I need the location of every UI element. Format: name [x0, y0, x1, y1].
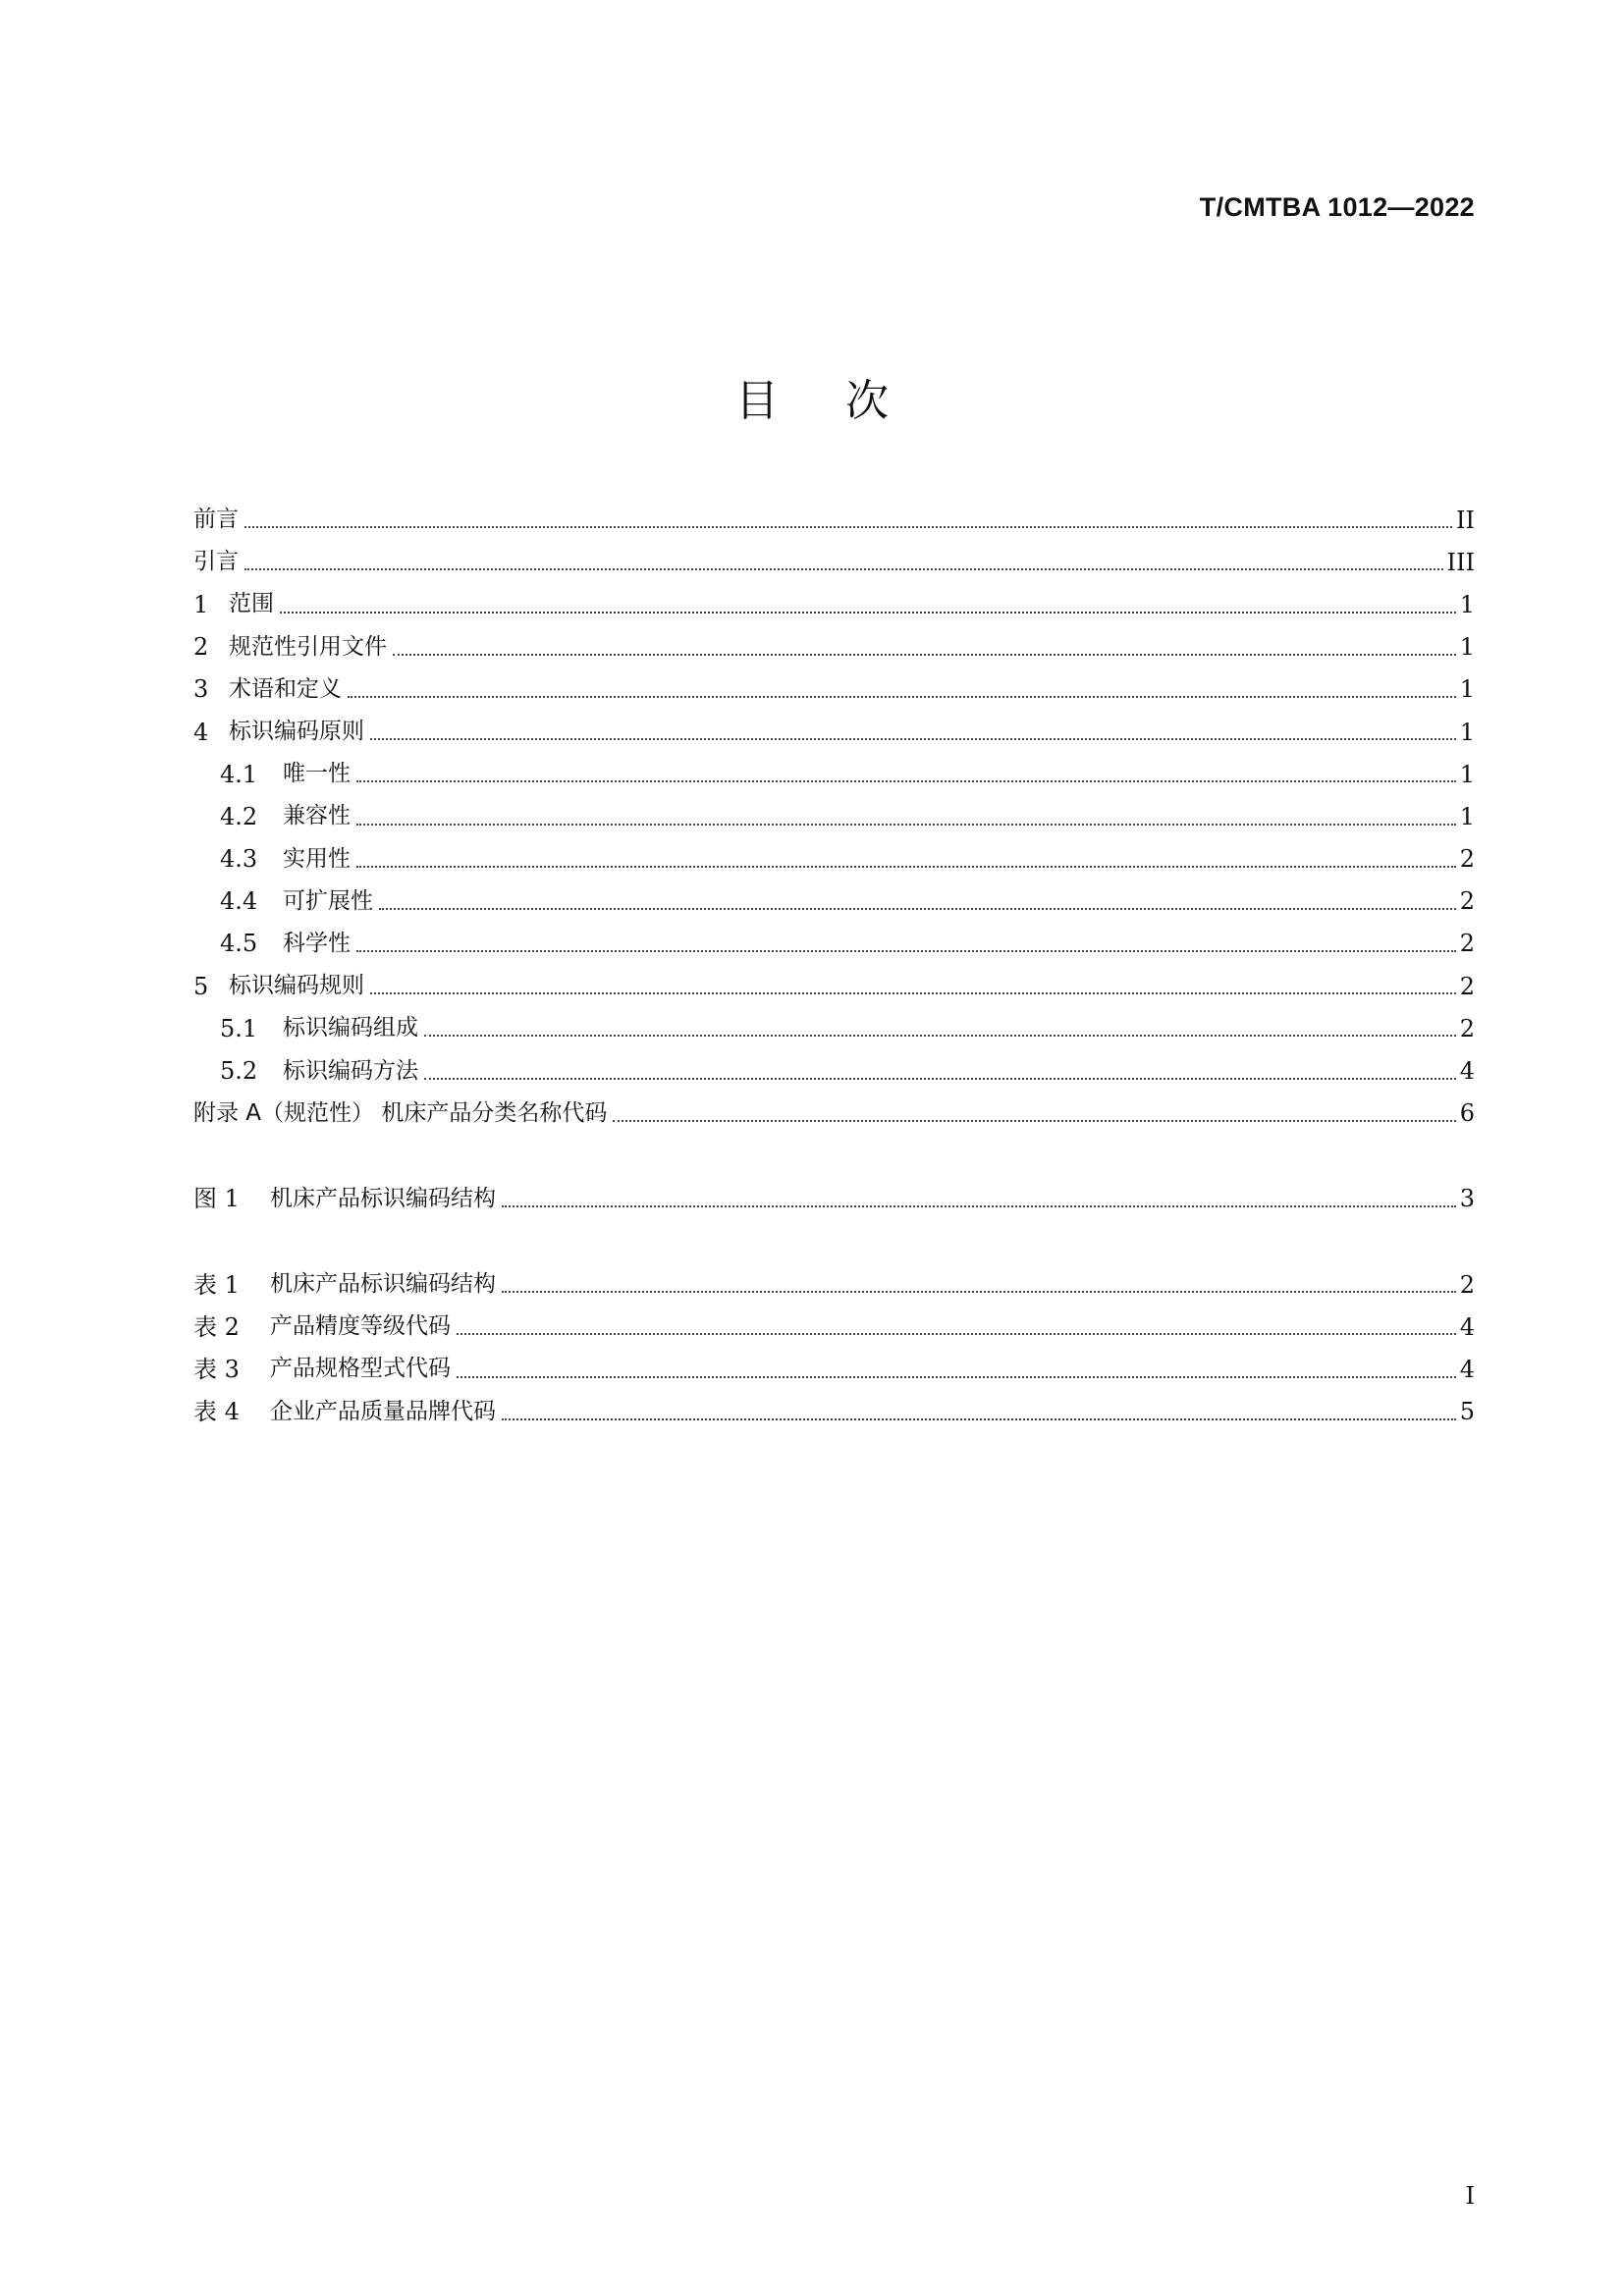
toc-entry-page: 2	[1459, 930, 1475, 958]
toc-entry-page: 1	[1459, 802, 1475, 830]
toc-entry[interactable]	[193, 1263, 1475, 1306]
toc-entry-label	[193, 590, 274, 618]
toc-dot-leader	[356, 950, 1456, 952]
toc-dot-leader	[379, 908, 1456, 910]
toc-dot-leader	[370, 738, 1456, 740]
toc-dot-leader	[502, 1205, 1456, 1207]
toc-entry-number: 表 4	[193, 1398, 240, 1426]
toc-entry-label	[220, 887, 373, 916]
toc-dot-leader	[613, 1120, 1455, 1122]
toc-entry-number: 图 1	[193, 1185, 240, 1213]
toc-entry-title: 企业产品质量品牌代码	[270, 1398, 496, 1424]
toc-entry-label	[193, 508, 239, 531]
toc-entry-page: 1	[1459, 760, 1475, 788]
toc-entry-number: 4.4	[220, 887, 258, 916]
toc-dot-leader	[424, 1035, 1456, 1037]
toc-entry-title: 唯一性	[283, 761, 351, 787]
toc-entry-page: III	[1446, 548, 1475, 576]
toc-entry-title: 标识编码规则	[229, 973, 364, 999]
toc-entry-page: 1	[1459, 590, 1475, 618]
page-number: I	[1465, 2182, 1475, 2210]
toc-dot-leader	[348, 696, 1456, 698]
toc-entry-page: 2	[1459, 972, 1475, 1000]
toc-dot-leader	[502, 1291, 1456, 1293]
toc-entry[interactable]	[193, 626, 1475, 668]
toc-entry[interactable]	[193, 1007, 1475, 1049]
toc-entry-page: 4	[1459, 1355, 1475, 1383]
toc-entry-number: 5	[193, 972, 209, 1000]
toc-entry[interactable]	[193, 541, 1475, 583]
standard-code: T/CMTBA 1012—2022	[1199, 192, 1475, 222]
toc-entry-label	[220, 1014, 418, 1042]
toc-dot-leader	[244, 526, 1452, 528]
toc-entry-page: 2	[1459, 887, 1475, 916]
toc-entry[interactable]	[193, 668, 1475, 711]
toc-entry-number: 2	[193, 633, 209, 662]
toc-entry-label	[193, 718, 364, 746]
toc-dot-leader	[457, 1333, 1456, 1335]
toc-entry[interactable]	[193, 753, 1475, 795]
toc-entry-number: 表 1	[193, 1270, 240, 1299]
toc-entry-number: 5.2	[220, 1057, 258, 1086]
toc-entry[interactable]	[193, 838, 1475, 881]
toc-dot-leader	[370, 992, 1456, 994]
toc-dot-leader	[356, 780, 1456, 782]
toc-entry-title: 机床产品标识编码结构	[270, 1271, 496, 1298]
toc-entry[interactable]	[193, 711, 1475, 753]
toc-entry-page: 1	[1459, 633, 1475, 662]
toc-entry-title: 实用性	[283, 845, 351, 872]
toc-dot-leader	[424, 1078, 1456, 1080]
toc-dot-leader	[244, 568, 1443, 570]
toc-entry-title: 范围	[229, 591, 274, 617]
toc-entry-label	[193, 1312, 451, 1341]
toc-entry-page: 1	[1459, 718, 1475, 746]
toc-entry-title: 标识编码组成	[283, 1015, 418, 1041]
toc-entry-page: 2	[1459, 1014, 1475, 1042]
toc-dot-leader	[457, 1376, 1456, 1378]
toc-entry-page: 2	[1459, 1270, 1475, 1299]
toc-entry-page: II	[1456, 506, 1475, 534]
toc-entry-number: 4	[193, 718, 209, 746]
toc-entry-title: 兼容性	[283, 803, 351, 829]
toc-entry-title: 可扩展性	[283, 887, 373, 914]
toc-entry[interactable]	[193, 499, 1475, 541]
toc-entry-title: 产品精度等级代码	[270, 1313, 451, 1340]
toc-dot-leader	[356, 824, 1456, 826]
toc-entry-title: 引言	[193, 549, 239, 575]
toc-entry-number: 4.2	[220, 802, 258, 830]
toc-entry-number: 4.1	[220, 760, 258, 788]
toc-entry-number: 4.3	[220, 845, 258, 874]
toc-entry-label	[220, 760, 351, 788]
toc-entry-label	[193, 1398, 496, 1426]
toc-entry-label	[193, 675, 342, 704]
toc-entry-title: 标识编码原则	[229, 719, 364, 745]
toc-entry-title: 附录 A（规范性） 机床产品分类名称代码	[193, 1099, 608, 1126]
toc-entry-number: 1	[193, 590, 209, 618]
toc-entry[interactable]	[193, 583, 1475, 625]
toc-entry-number: 表 3	[193, 1355, 240, 1383]
toc-entry-label	[220, 1057, 418, 1086]
toc-entry-title: 术语和定义	[229, 675, 342, 702]
toc-entry-page: 2	[1459, 845, 1475, 874]
toc-entry-label	[193, 1355, 451, 1383]
toc-entry-title: 标识编码方法	[283, 1057, 418, 1084]
toc-entry-label	[193, 551, 239, 573]
toc-entry[interactable]	[193, 795, 1475, 837]
toc-entry-title: 产品规格型式代码	[270, 1356, 451, 1382]
toc-entry-page: 4	[1459, 1057, 1475, 1086]
toc-entry-label	[220, 802, 351, 830]
toc-dot-leader	[502, 1418, 1456, 1420]
toc-entry-number: 3	[193, 675, 209, 704]
toc-entry[interactable]	[193, 1049, 1475, 1092]
toc-entry[interactable]	[193, 1348, 1475, 1390]
toc-entry-title: 前言	[193, 507, 239, 533]
toc-entry[interactable]	[193, 1178, 1475, 1220]
toc-entry-label	[193, 633, 387, 662]
toc-entry-number: 5.1	[220, 1014, 258, 1042]
toc-entry[interactable]	[193, 1391, 1475, 1433]
toc-dot-leader	[393, 654, 1456, 656]
page-title: 目次	[735, 376, 955, 426]
toc-dot-leader	[280, 612, 1456, 614]
toc-entry-title: 机床产品标识编码结构	[270, 1185, 496, 1211]
toc-entry-label	[193, 1270, 496, 1299]
toc-entry-label	[220, 845, 351, 874]
toc-entry-page: 5	[1459, 1398, 1475, 1426]
toc-entry-page: 1	[1459, 675, 1475, 704]
toc-entry[interactable]	[193, 923, 1475, 965]
toc-entry-label	[220, 930, 351, 958]
toc-entry-title: 规范性引用文件	[229, 633, 387, 660]
toc-entry[interactable]	[193, 1306, 1475, 1348]
toc-entry[interactable]	[193, 965, 1475, 1007]
toc-entry-number: 表 2	[193, 1312, 240, 1341]
toc-entry-page: 6	[1459, 1099, 1475, 1128]
toc-entry-page: 3	[1459, 1185, 1475, 1213]
toc-entry-number: 4.5	[220, 930, 258, 958]
toc-entry-title: 科学性	[283, 930, 351, 956]
toc-dot-leader	[356, 866, 1456, 868]
toc-entry[interactable]	[193, 881, 1475, 923]
toc-entry-label	[193, 1099, 608, 1126]
table-of-contents	[193, 499, 1475, 1433]
toc-entry[interactable]	[193, 1093, 1475, 1135]
toc-entry-page: 4	[1459, 1312, 1475, 1341]
toc-entry-label	[193, 1185, 496, 1213]
toc-entry-label	[193, 972, 364, 1000]
